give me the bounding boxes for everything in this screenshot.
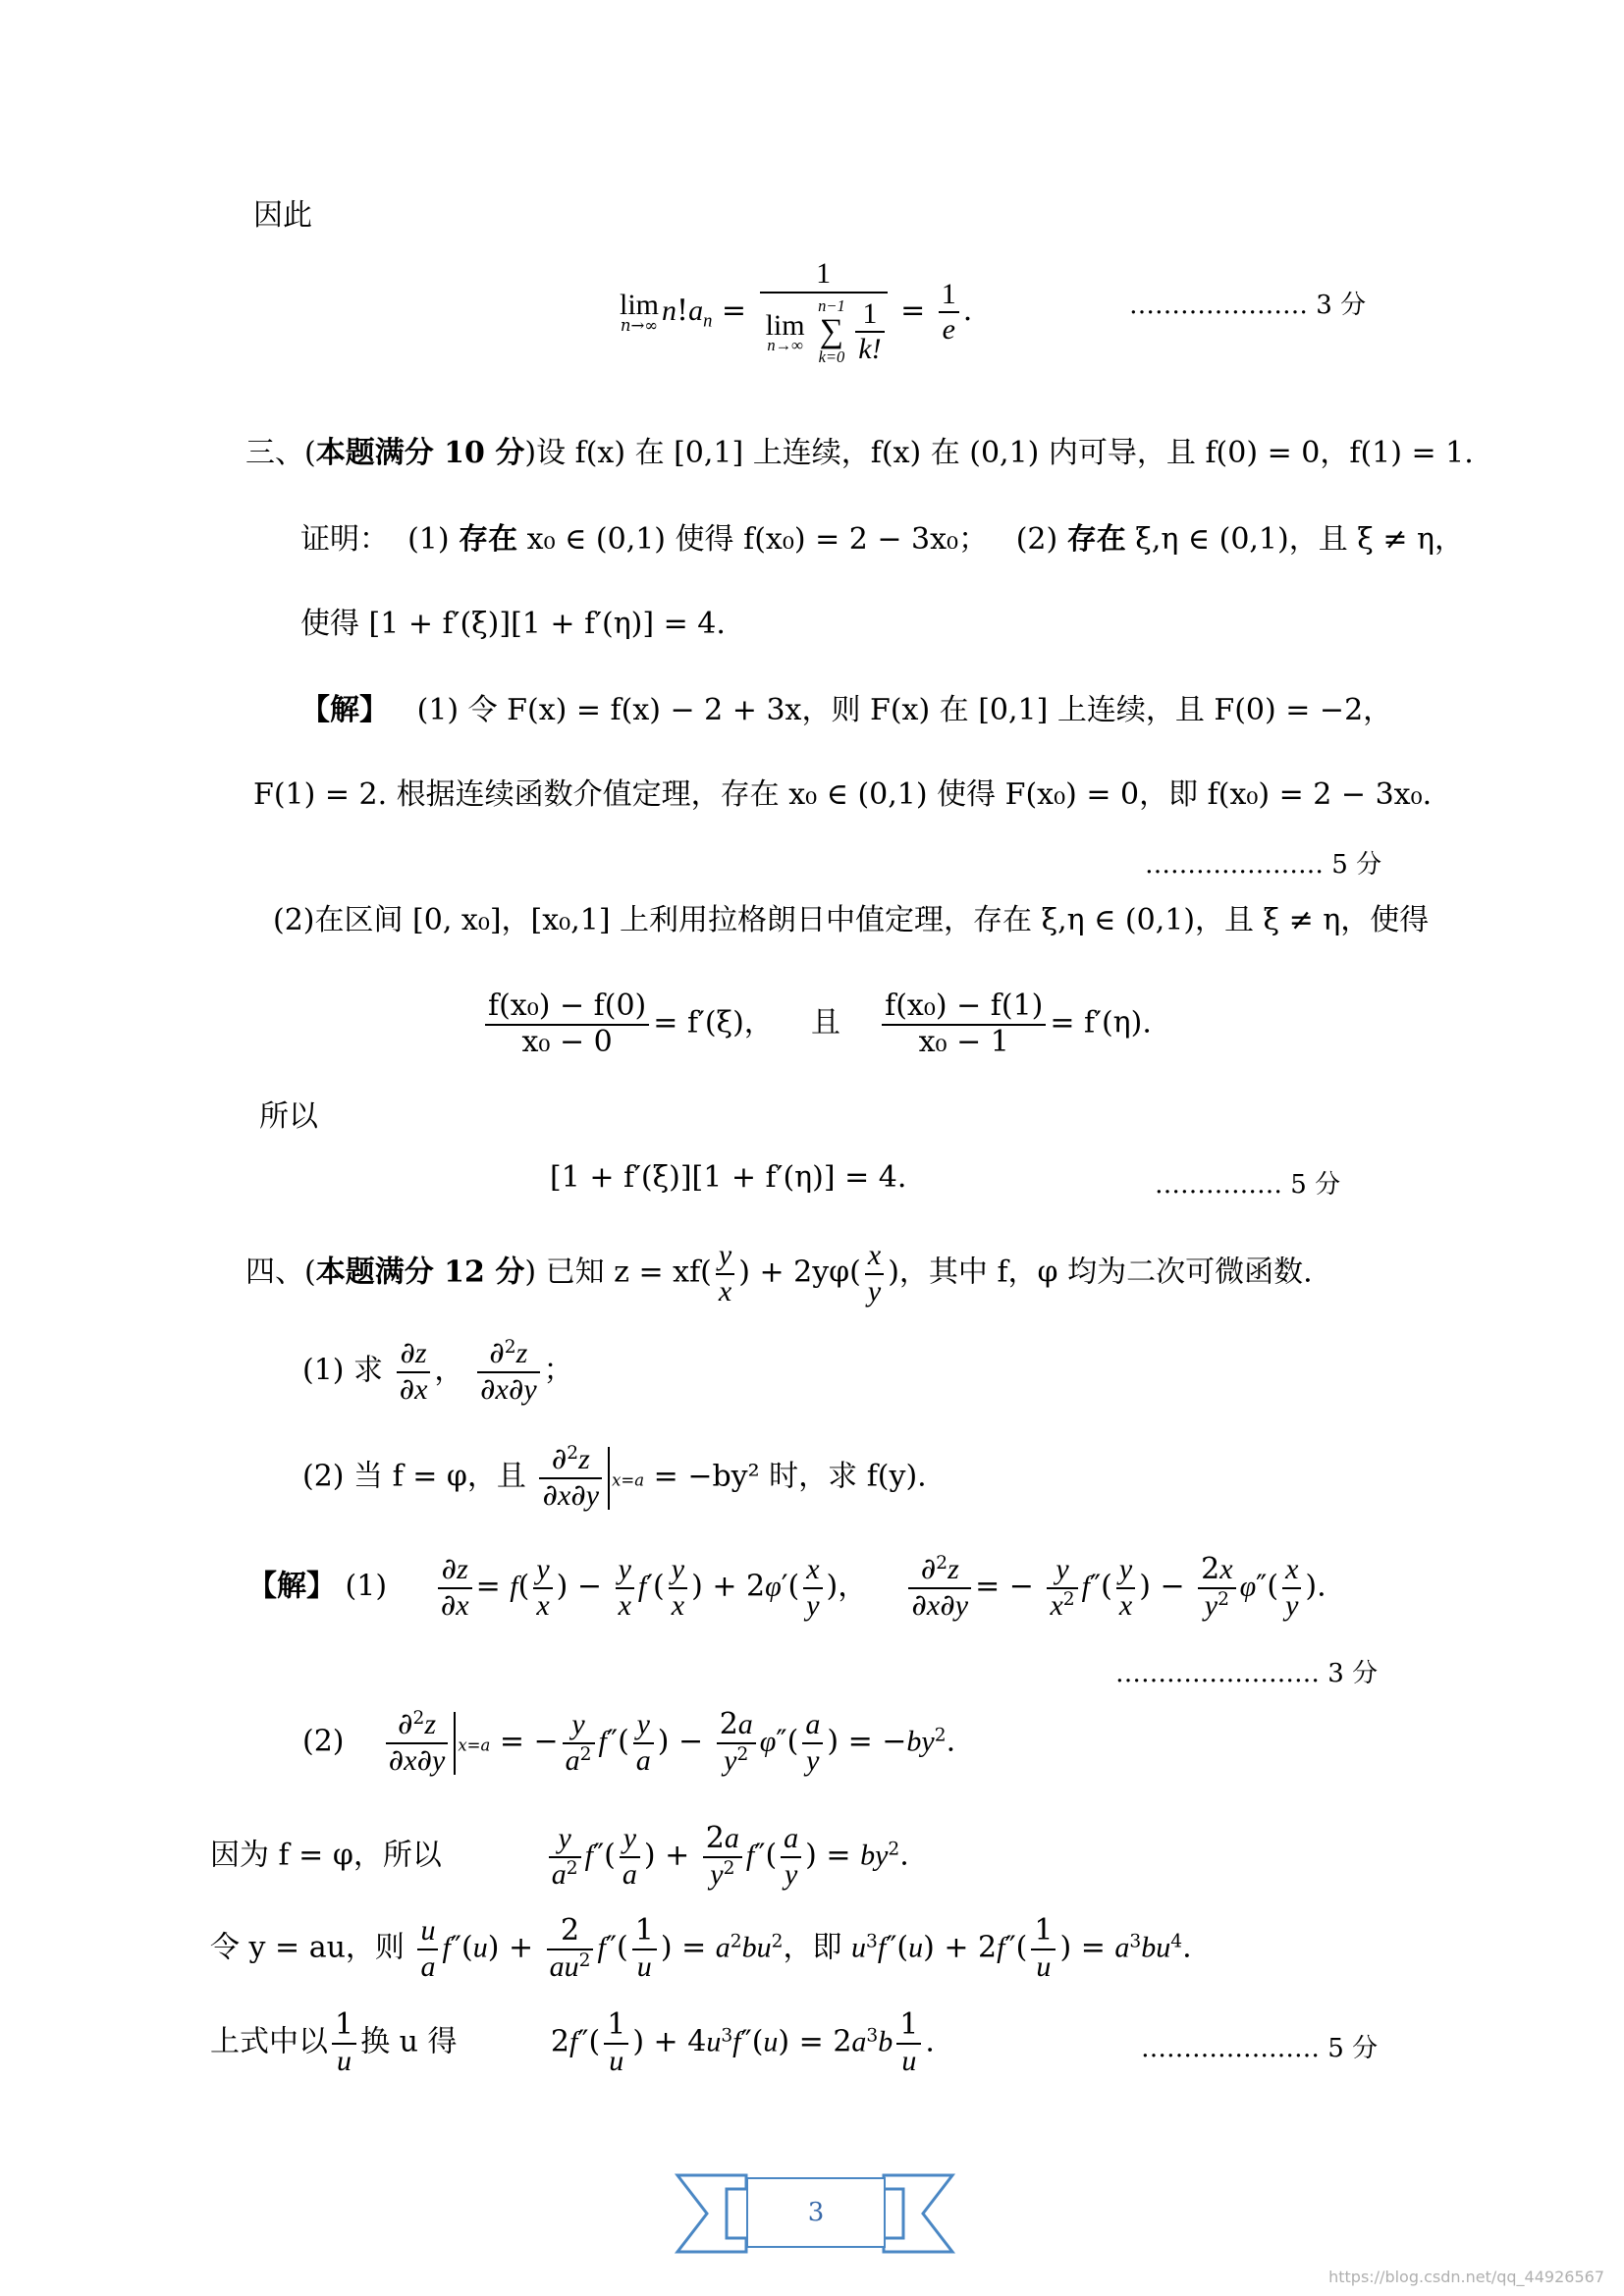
- so-label: 所以: [259, 1099, 318, 1134]
- mvt-equations: $\frac{\text{f(x₀) − f(0)}}{\text{x₀ − 0}}$ = f′(ξ)， 且 $\frac{\text{f(x₀) − f(1)}}{\text{x₀ − 1}}$ = f′(η).: [481, 989, 1152, 1059]
- final-equation: [1 + f′(ξ)][1 + f′(η)] = 4.: [550, 1160, 907, 1195]
- q3-title: 三、(本题满分 10 分)设 f(x) 在 [0,1] 上连续，f(x) 在 (0,1) 内可导，且 f(0) = 0，f(1) = 1.: [245, 436, 1474, 470]
- score-5pts-c: ………………… 5 分: [1141, 2034, 1379, 2063]
- score-5pts-b: …………… 5 分: [1155, 1170, 1341, 1200]
- q3-proof-1: 证明： (1) 存在 x₀ ∈ (0,1) 使得 f(x₀) = 2 − 3x₀； (2) 存在 ξ,η ∈ (0,1)，且 ξ ≠ η，: [300, 522, 1464, 557]
- q4-title: 四、(本题满分 12 分) 已知 z = xf( $\frac{y}{x}$ ) + 2yφ( $\frac{x}{y}$ )，其中 f，φ 均为二次可微函数.: [245, 1239, 1313, 1308]
- q4-solution-1: 【解】 (1) $\frac{\partial z}{\partial x}$ = f( $\frac{y}{x}$ ) − $\frac{y}{x}$ f′( $\frac{y}{x}$ ) + 2φ′( $\frac{x}{y}$ )， $\frac{\partial^2z}{\partial x\partial y}$ = − $\frac{y}{x^2}$ f″( $\frac{y}{x}$ ) − $\frac{2x}{y^2}$ φ″( $\frac{x}{y}$ ).: [247, 1552, 1326, 1623]
- page-number: 3: [746, 2177, 886, 2248]
- q4-part-1: (1) 求 $\frac{\partial z}{\partial x}$ ， $\frac{\partial^2z}{\partial x\partial y}$ ；: [302, 1336, 573, 1407]
- because-line: 因为 f = φ，所以 $\frac{y}{a^2}$ f″( $\frac{y}{a}$ ) + $\frac{2a}{y^2}$ f″( $\frac{a}{y}$ ) = $by^2$.: [210, 1821, 909, 1891]
- q3-solution-3: (2)在区间 [0, x₀]，[x₀,1] 上利用拉格朗日中值定理，存在 ξ,η ∈ (0,1)，且 ξ ≠ η，使得: [273, 903, 1430, 937]
- limit-equation: lim n→∞ $n!a_n$ = 1 lim n→∞ n−1 ∑ k=0 $\frac{1}{k!}$ = $\frac{1}{e}$ .: [620, 257, 973, 367]
- q4-solution-2: (2) $\frac{\partial^2z}{\partial x\partial y}$ x=a = − $\frac{y}{a^2}$ f″( $\frac{y}{a}$ ) − $\frac{2a}{y^2}$ φ″( $\frac{a}{y}$ ) = $-by^2$.: [302, 1707, 956, 1778]
- score-3pts-b: …………………… 3 分: [1115, 1659, 1379, 1688]
- score-3pts: ………………… 3 分: [1129, 291, 1367, 320]
- let-line: 令 y = au，则 $\frac{u}{a}$ f″(u) + $\frac{2}{au^2}$ f″( $\frac{1}{u}$ ) = $a^2bu^2$，即 $u^3f''(u) + 2f''$( $\frac{1}{u}$ ) = $a^3bu^4$.: [210, 1913, 1192, 1983]
- therefore-label: 因此: [253, 198, 312, 233]
- watermark: https://blog.csdn.net/qq_44926567: [1328, 2268, 1604, 2286]
- q3-solution-1: 【解】 (1) 令 F(x) = f(x) − 2 + 3x，则 F(x) 在 [0,1] 上连续，且 F(0) = −2，: [300, 693, 1393, 727]
- q3-proof-2: 使得 [1 + f′(ξ)][1 + f′(η)] = 4.: [300, 607, 726, 641]
- score-5pts-a: ………………… 5 分: [1145, 850, 1382, 880]
- q4-part-2: (2) 当 f = φ，且 $\frac{\partial^2z}{\partial x\partial y}$ x=a = −by² 时，求 f(y).: [302, 1442, 927, 1513]
- replace-line: 上式中以 $\frac{1}{u}$ 换 u 得 2f″( $\frac{1}{u}$ ) + $4u^3f''(u) = 2a^3b$ $\frac{1}{u}$ .: [210, 2007, 935, 2077]
- q3-solution-2: F(1) = 2. 根据连续函数介值定理，存在 x₀ ∈ (0,1) 使得 F(x₀) = 0，即 f(x₀) = 2 − 3x₀.: [253, 777, 1433, 812]
